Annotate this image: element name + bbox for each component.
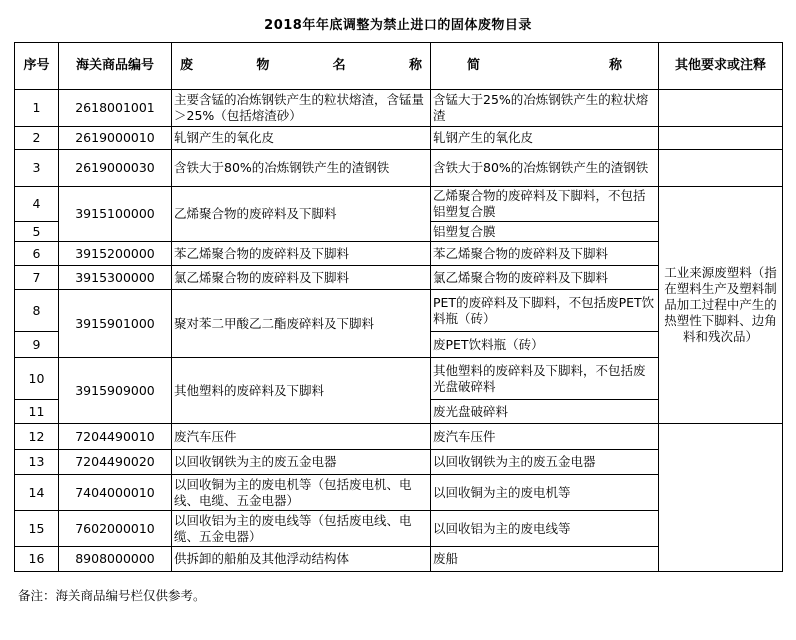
header-waste-name-char: 名 bbox=[332, 58, 346, 73]
row-index: 6 bbox=[15, 242, 59, 266]
plastic-note: 工业来源废塑料（指在塑料生产及塑料制品加工过程中产生的热塑性下脚料、边角料和残次品） bbox=[659, 187, 783, 424]
row-short: 氯乙烯聚合物的废碎料及下脚料 bbox=[431, 266, 659, 290]
row-index: 8 bbox=[15, 290, 59, 332]
row-code: 2619000010 bbox=[59, 127, 172, 150]
row-short: 苯乙烯聚合物的废碎料及下脚料 bbox=[431, 242, 659, 266]
row-code: 7204490010 bbox=[59, 424, 172, 450]
row-name: 轧钢产生的氧化皮 bbox=[172, 127, 431, 150]
row-short: 以回收铜为主的废电机等 bbox=[431, 475, 659, 511]
row-short: 含铁大于80%的冶炼钢铁产生的渣钢铁 bbox=[431, 150, 659, 187]
row-code: 3915200000 bbox=[59, 242, 172, 266]
row-name: 含铁大于80%的冶炼钢铁产生的渣钢铁 bbox=[172, 150, 431, 187]
row-index: 12 bbox=[15, 424, 59, 450]
row-name: 乙烯聚合物的废碎料及下脚料 bbox=[172, 187, 431, 242]
header-short-name-char: 简 bbox=[467, 58, 481, 73]
row-note-empty bbox=[659, 127, 783, 150]
row-index: 7 bbox=[15, 266, 59, 290]
row-code: 8908000000 bbox=[59, 547, 172, 572]
row-code: 3915300000 bbox=[59, 266, 172, 290]
table-row bbox=[15, 90, 783, 127]
row-index: 4 bbox=[15, 187, 59, 222]
row-short: 废PET饮料瓶（砖） bbox=[431, 332, 659, 358]
row-name: 废汽车压件 bbox=[172, 424, 431, 450]
row-index: 9 bbox=[15, 332, 59, 358]
row-code: 3915909000 bbox=[59, 358, 172, 424]
row-index: 1 bbox=[15, 90, 59, 127]
row-code: 2618001001 bbox=[59, 90, 172, 127]
row-short: 废光盘破碎料 bbox=[431, 400, 659, 424]
header-index: 序号 bbox=[15, 43, 59, 90]
row-name: 以回收钢铁为主的废五金电器 bbox=[172, 450, 431, 475]
header-waste-name-char: 废 bbox=[180, 58, 194, 73]
row-index: 5 bbox=[15, 222, 59, 242]
row-short: 其他塑料的废碎料及下脚料，不包括废光盘破碎料 bbox=[431, 358, 659, 400]
row-note-empty bbox=[659, 424, 783, 572]
row-index: 10 bbox=[15, 358, 59, 400]
row-index: 3 bbox=[15, 150, 59, 187]
row-short: 以回收铝为主的废电线等 bbox=[431, 511, 659, 547]
row-index: 16 bbox=[15, 547, 59, 572]
row-note-empty bbox=[659, 90, 783, 127]
row-short: 含锰大于25%的冶炼钢铁产生的粒状熔渣 bbox=[431, 90, 659, 127]
row-name: 以回收铝为主的废电线等（包括废电线、电缆、五金电器） bbox=[172, 511, 431, 547]
row-short: 乙烯聚合物的废碎料及下脚料，不包括铝塑复合膜 bbox=[431, 187, 659, 222]
row-short: 轧钢产生的氧化皮 bbox=[431, 127, 659, 150]
row-code: 7602000010 bbox=[59, 511, 172, 547]
row-code: 3915100000 bbox=[59, 187, 172, 242]
row-name: 供拆卸的船舶及其他浮动结构体 bbox=[172, 547, 431, 572]
header-short-name bbox=[431, 43, 659, 90]
header-row bbox=[15, 43, 783, 90]
document-title: 2018年年底调整为禁止进口的固体废物目录 bbox=[264, 18, 532, 33]
header-waste-name bbox=[172, 43, 431, 90]
row-short: 铝塑复合膜 bbox=[431, 222, 659, 242]
row-name: 聚对苯二甲酸乙二酯废碎料及下脚料 bbox=[172, 290, 431, 358]
header-waste-name-char: 称 bbox=[408, 58, 422, 73]
row-index: 15 bbox=[15, 511, 59, 547]
row-short: 以回收钢铁为主的废五金电器 bbox=[431, 450, 659, 475]
header-customs-code: 海关商品编号 bbox=[59, 43, 172, 90]
header-waste-name-char: 物 bbox=[256, 58, 270, 73]
row-name: 以回收铜为主的废电机等（包括废电机、电线、电缆、五金电器） bbox=[172, 475, 431, 511]
header-note: 其他要求或注释 bbox=[659, 43, 783, 90]
table-row bbox=[15, 187, 783, 222]
row-name: 氯乙烯聚合物的废碎料及下脚料 bbox=[172, 266, 431, 290]
row-index: 14 bbox=[15, 475, 59, 511]
header-short-name-char: 称 bbox=[608, 58, 622, 73]
row-code: 2619000030 bbox=[59, 150, 172, 187]
row-index: 2 bbox=[15, 127, 59, 150]
row-index: 13 bbox=[15, 450, 59, 475]
row-index: 11 bbox=[15, 400, 59, 424]
row-short: 废船 bbox=[431, 547, 659, 572]
row-note-empty bbox=[659, 150, 783, 187]
footnote: 备注：海关商品编号栏仅供参考。 bbox=[18, 588, 206, 603]
table-row bbox=[15, 424, 783, 450]
table-row bbox=[15, 150, 783, 187]
table-row bbox=[15, 127, 783, 150]
row-name: 苯乙烯聚合物的废碎料及下脚料 bbox=[172, 242, 431, 266]
row-name: 其他塑料的废碎料及下脚料 bbox=[172, 358, 431, 424]
row-short: PET的废碎料及下脚料，不包括废PET饮料瓶（砖） bbox=[431, 290, 659, 332]
row-code: 7404000010 bbox=[59, 475, 172, 511]
row-code: 3915901000 bbox=[59, 290, 172, 358]
row-name: 主要含锰的冶炼钢铁产生的粒状熔渣，含锰量＞25%（包括熔渣砂） bbox=[172, 90, 431, 127]
row-short: 废汽车压件 bbox=[431, 424, 659, 450]
row-code: 7204490020 bbox=[59, 450, 172, 475]
waste-catalog-table bbox=[14, 42, 783, 572]
